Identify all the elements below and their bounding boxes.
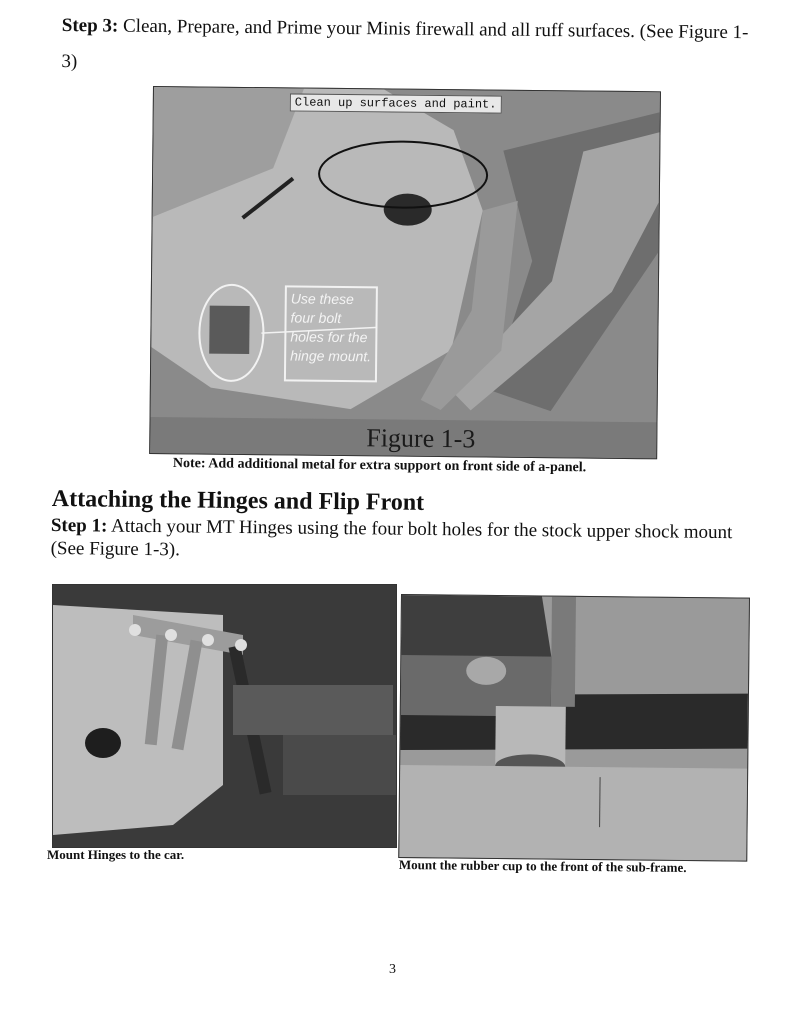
callout-clean-surfaces: Clean up surfaces and paint. xyxy=(290,93,502,113)
figure-1-3-photo xyxy=(149,86,661,459)
subframe-image xyxy=(399,595,749,861)
figure-label: Figure 1-3 xyxy=(366,423,476,454)
hinges-image xyxy=(53,585,396,847)
page-number: 3 xyxy=(389,962,396,977)
step1-paragraph xyxy=(51,514,751,567)
section-heading: Attaching the Hinges and Flip Front xyxy=(51,486,425,516)
step3-text: Clean, Prepare, and Prime your Minis firewall and all ruff surfaces. (See Figure 1-3) xyxy=(61,15,749,73)
figure-note: Note: Add additional metal for extra support on front side of a-panel. xyxy=(172,456,587,476)
step1-text: Attach your MT Hinges using the four bolt holes for the stock upper shock mount (See Figure 1-3). xyxy=(50,515,733,561)
step1-label: Step 1: xyxy=(50,514,108,537)
left-photo-caption: Mount Hinges to the car. xyxy=(47,847,185,862)
step3-paragraph xyxy=(61,8,752,87)
right-photo-caption: Mount the rubber cup to the front of the sub-frame. xyxy=(398,857,687,876)
figure-1-3-image xyxy=(150,87,660,458)
subframe-photo xyxy=(398,594,750,862)
callout-bolt-holes: Use these four bolt holes for the hinge mount. xyxy=(284,285,378,382)
hinges-photo xyxy=(52,584,397,848)
step3-label: Step 3: xyxy=(61,14,119,37)
